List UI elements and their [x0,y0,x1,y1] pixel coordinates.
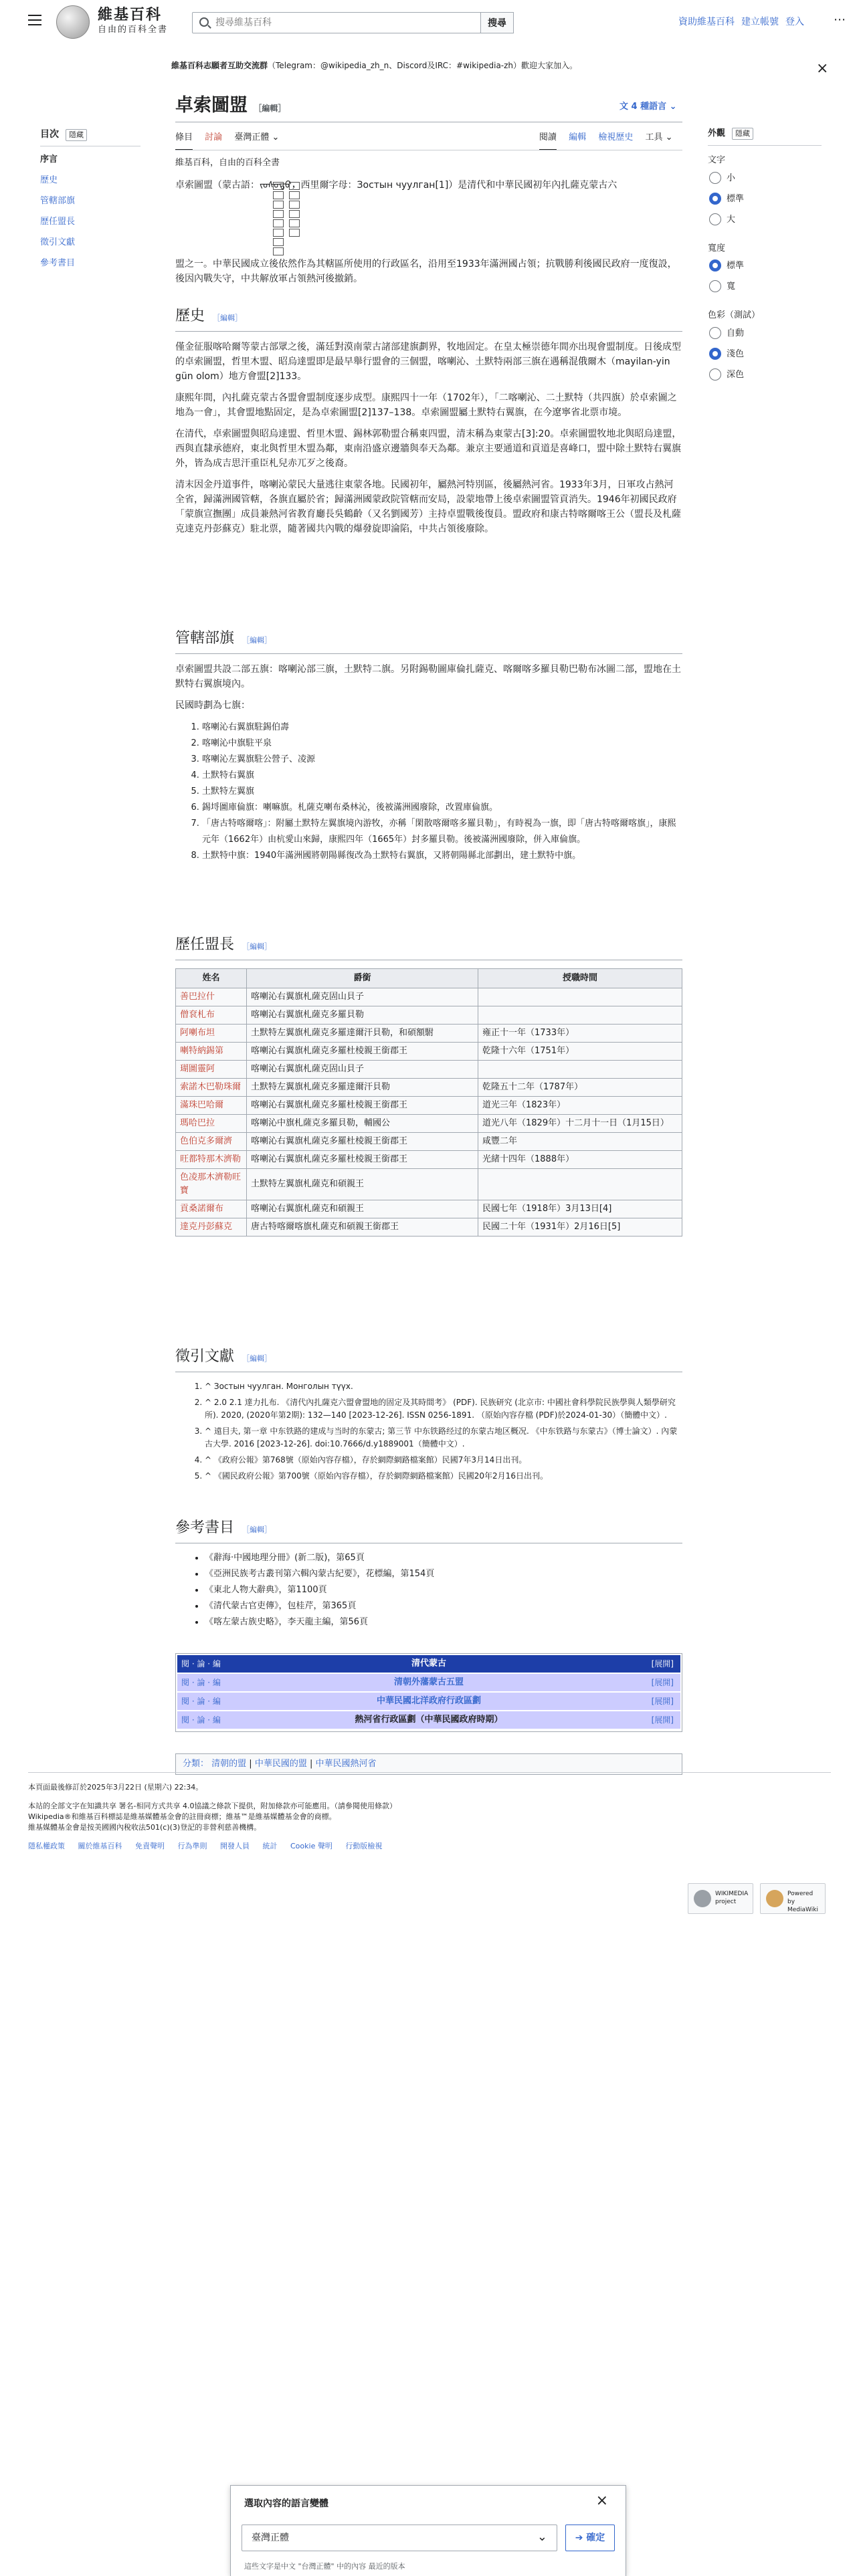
leader-name-cell[interactable]: 喇特納錫第 [176,1043,247,1061]
leader-title-cell: 喀喇沁中旗札薩克多羅貝勒，輔國公 [247,1115,478,1133]
search-box [192,12,481,33]
mediawiki-badge[interactable] [760,1883,826,1914]
leader-title-cell: 喀喇沁右翼旗札薩克多羅杜棱親王銜郡王 [247,1151,478,1169]
footer-modified: 本頁面最後修訂於2025年3月22日 (星期六) 22:34。 [28,1783,203,1792]
create-account-link[interactable]: 建立帳號 [741,17,779,27]
leader-date-cell: 乾隆五十二年（1787年） [478,1079,682,1097]
leader-name-cell[interactable]: 貢桑諾爾布 [176,1200,247,1218]
site-header [0,0,859,43]
table-row [176,1043,682,1061]
table-row [176,1061,682,1079]
history-edit-link[interactable]: ［編輯］ [213,314,243,322]
table-row [176,1025,682,1043]
color-auto-radio[interactable]: 自動 [708,327,822,348]
leader-name-cell[interactable]: 索諾木巴勒珠爾 [176,1079,247,1097]
page-tabs-right [539,131,682,150]
reference-item: 1. ^ Зостын чуулган. Монголын түүх. [205,1380,682,1393]
title-edit-link[interactable]: ［編輯］ [254,104,286,113]
text-size-large-radio[interactable]: 大 [708,213,822,234]
leader-title-cell: 唐古特喀爾喀旗札薩克和碩親王銜郡王 [247,1218,478,1237]
reference-item: 4. ^ 《政府公報》第768號（原始內容存檔），存於網際網路檔案館）民國7年3月14日出刊。 [205,1454,682,1467]
tab-variant[interactable]: 臺灣正體 ⌄ [234,132,280,142]
leader-name-cell[interactable]: 瑪哈巴拉 [176,1115,247,1133]
refs-section [175,1347,682,1486]
toc-title: 目次 [40,129,59,140]
variant-select[interactable]: 臺灣正體 ⌄ [242,2525,557,2551]
page-title-text: 卓索圖盟 [175,95,248,116]
reference-list [175,1380,682,1483]
navbox-toggle[interactable]: [展開] [651,1697,674,1706]
leader-date-cell: 光緒十四年（1888年） [478,1151,682,1169]
list-item: • 《東北人物大辭典》，第1100頁 [205,1582,682,1598]
footer-divider [28,1772,831,1773]
login-link[interactable]: 登入 [785,17,804,27]
column-header-date: 授職時間 [478,969,682,988]
leader-title-cell: 喀喇沁右翼旗札薩克和碩親王 [247,1200,478,1218]
color-dark-radio[interactable]: 深色 [708,368,822,389]
reference-item: 2. ^ 2.0 2.1 達力扎布. 《清代內扎薩克六盟會盟地的固定及其時間考》 (PDF). 民族研究 (北京市: 中國社會科學院民族學與人類學研究所). 2020, (2020年第2期): 132—140 [2023-12-26]. ISSN 0256-1891. （原始內容存檔 (PDF)於2024-01-30）（簡體中文）. [205,1396,682,1422]
variant-selector-dialog [230,2485,626,2576]
list-item: 1. 喀喇沁右翼旗駐錫伯壽 [202,720,682,736]
bibliography-heading-text: 參考書目 [175,1519,235,1536]
column-header-name: 姓名 [176,969,247,988]
search-input[interactable] [215,15,416,30]
language-button[interactable]: 文 4 種語言 ⌄ [619,102,677,112]
logo-subtitle: 自由的百科全書 [98,25,169,35]
category-link[interactable]: 中華民國的盟 [254,1759,307,1769]
leader-date-cell: 民國二十年（1931年）2月16日[5] [478,1218,682,1237]
bibliography-section [175,1518,682,1630]
list-item: 3. 喀喇沁左翼旗駐公營子、凌源 [202,752,682,768]
banners-list [175,720,682,864]
leaders-section [175,935,682,1237]
leader-name-cell[interactable]: 瑚圖靈阿 [176,1061,247,1079]
history-paragraph-2: 康熙年間，內扎薩克蒙古各盟會盟制度逐步成型。康熙四十一年（1702年），「二喀喇沁、二土默特（共四旗）於卓索圖之地為一會」，其會盟地點固定，是為卓索圖盟[2]137–138。卓索圖盟屬土默特右翼旗，在今遼寧省北票市境。 [175,393,677,418]
width-standard-radio[interactable]: 標準 [708,259,822,280]
footer-license: 本站的全部文字在知識共享 署名-相同方式共享 4.0協議之條款下提供，附加條款亦可能應用。（請參閱使用條款） [28,1802,397,1810]
banners-paragraph-2: 民國時劃為七旗： [175,700,250,711]
table-row [176,1200,682,1218]
category-link[interactable]: 清朝的盟 [211,1759,247,1769]
footer-link[interactable]: 免責聲明 [135,1842,165,1850]
category-box: 分類： 清朝的盟 | 中華民國的盟 | 中華民國熱河省 [175,1753,682,1775]
dialog-title: 選取內容的語言變體 [244,2498,328,2509]
intro-paragraph-1: 卓索圖盟（蒙古語：ᠵᠣᠰᠣᠲᠤ，西里爾字母：Зостын чуулган[1]）是清代和中華民國初年內扎薩克蒙古六 [175,180,617,191]
navbox-area [175,1653,682,1732]
table-row [176,1079,682,1097]
list-item: 7. 「唐古特喀爾喀」：附屬土默特左翼旗境內游牧，亦稱「閑散喀爾喀多羅貝勒」，有時視為一旗，即「唐古特喀爾喀旗」，康熙元年（1662年）由杭愛山來歸，康熙四年（1665年）封多羅貝勒。後被滿洲國廢除，併入庫倫旗。 [202,816,682,848]
banners-paragraph-1: 卓索圖盟共設二部五旗：喀喇沁部三旗，土默特二旗。另附錫勒圖庫倫扎薩克、喀爾喀多羅貝勒巴勒布冰圖二部，盟地在土默特右翼旗境內。 [175,664,681,689]
site-notice-text: （Telegram：@wikipedia_zh_n、Discord及IRC：#wikipedia-zh）歡迎大家加入。 [268,61,578,70]
list-item: • 《清代蒙古官吏傳》，包桂芹，第365頁 [205,1598,682,1614]
toc-item-history[interactable]: 歷史 [40,175,58,186]
footer-trademark: Wikipedia®和維基百科標誌是維基媒體基金會的註冊商標；維基™是維基媒體基金會的商標。 [28,1812,337,1821]
donate-link[interactable]: 資助維基百科 [678,17,735,27]
bibliography-edit-link[interactable]: ［編輯］ [242,1525,272,1534]
leaders-heading [175,935,682,960]
refs-heading [175,1347,682,1372]
toc-item-banners[interactable]: 管轄部旗 [40,196,76,207]
appearance-panel [708,127,822,389]
intro-section-2 [175,257,682,293]
leader-title-cell: 喀喇沁右翼旗札薩克固山貝子 [247,1061,478,1079]
page-tabs-left [175,131,288,150]
leader-title-cell: 土默特左翼旗札薩克多羅達爾汗貝勒 [247,1079,478,1097]
color-label: 色彩（測試） [708,310,761,321]
leader-name-cell[interactable]: 滿珠巴哈爾 [176,1097,247,1115]
confirm-label: 確定 [586,2533,605,2543]
search-icon [199,17,209,27]
leader-name-cell[interactable]: 達克丹彭蘇克 [176,1218,247,1237]
history-section [175,306,682,543]
footer-link[interactable]: 開發人員 [220,1842,250,1850]
table-row [176,988,682,1006]
intro-paragraph-2: 盟之一。中華民國成立後依然作為其轄區所使用的行政區名，沿用至1933年滿洲國占領；抗戰勝利後國民政府一度復設，後因內戰失守，中共解放軍占領熱河後撤銷。 [175,259,677,284]
navbox-row[interactable] [177,1711,680,1729]
text-size-group [708,154,822,234]
navbox-title: 中華民國北洋政府行政區劃 [376,1696,481,1706]
column-header-title: 爵銜 [247,969,478,988]
color-group [708,309,822,389]
list-item: 6. 錫埒圖庫倫旗：喇嘛旗。札薩克喇布桑林沁，後被滿洲國廢除，改置庫倫旗。 [202,800,682,816]
footer-link[interactable]: 行動版檢視 [345,1842,383,1850]
banners-edit-link[interactable]: ［編輯］ [242,636,272,645]
site-notice [171,60,693,71]
leader-name-cell[interactable]: 善巴拉什 [176,988,247,1006]
tools-label: 工具 [645,132,663,142]
banners-heading [175,629,682,654]
table-row [176,1133,682,1151]
navbox [175,1653,682,1732]
leader-title-cell: 喀喇沁右翼旗札薩克多羅杜棱親王銜郡王 [247,1043,478,1061]
category-link[interactable]: 中華民國熱河省 [315,1759,377,1769]
tab-read[interactable]: 閱讀 [539,131,557,150]
footer-link[interactable]: 關於維基百科 [78,1842,122,1850]
toc-item-bibliography[interactable]: 參考書目 [40,258,76,269]
footer-link[interactable]: 隱私權政策 [28,1842,65,1850]
close-dialog-icon[interactable]: × [595,2492,608,2509]
leader-title-cell: 喀喇沁右翼旗札薩克多羅杜棱親王銜郡王 [247,1097,478,1115]
toc-header [40,127,140,146]
banners-section [175,629,682,864]
leader-date-cell [478,988,682,1006]
leader-date-cell: 乾隆十六年（1751年） [478,1043,682,1061]
leader-name-cell[interactable]: 僧袞札布 [176,1006,247,1025]
text-size-label: 文字 [708,154,726,165]
intro-section [175,178,682,199]
variant-label: 臺灣正體 [234,132,270,142]
confirm-button[interactable]: ➔ 確定 [565,2525,615,2551]
toc-item-leaders[interactable]: 歷任盟長 [40,217,76,227]
table-row [176,1115,682,1133]
bibliography-list [175,1550,682,1630]
wikimedia-logo-icon [694,1890,711,1907]
table-row [176,1006,682,1025]
category-label[interactable]: 分類： [183,1759,209,1769]
tab-history[interactable]: 檢視歷史 [598,132,634,142]
history-heading [175,306,682,332]
leader-date-cell [478,1006,682,1025]
dialog-note: 這些文字是中文 "台灣正體" 中的內容 最近的版本 [244,2562,405,2571]
leaders-heading-text: 歷任盟長 [175,936,235,953]
leader-date-cell: 道光三年（1823年） [478,1097,682,1115]
leader-name-cell[interactable]: 色凌那木濟勒旺寶 [176,1169,247,1200]
navbox-title: 清朝外藩蒙古五盟 [393,1677,464,1687]
leader-date-cell [478,1169,682,1200]
refs-heading-text: 徵引文獻 [175,1348,235,1365]
leader-name-cell[interactable]: 旺都特那木濟勒 [176,1151,247,1169]
footer-link[interactable]: 統計 [262,1842,278,1850]
toc-item-intro[interactable]: 序言 [40,154,58,165]
navbox-row[interactable] [177,1655,680,1673]
history-paragraph-3: 在清代，卓索圖盟與昭烏達盟、哲里木盟、錫林郭勒盟合稱東四盟，清末稱為東蒙古[3]:20。卓索圖盟牧地北與昭烏達盟，西與直隸承德府，東北與哲里木盟為鄰，東南沿盛京邊牆與奉天為鄰。兼京主要通道和貢道是喜峰口，盟中除土默特右翼旗外，皆為成吉思汗重臣札兒赤兀歹之後裔。 [175,429,682,469]
navbox-title: 熱河省行政區劃（中華民國政府時期） [355,1715,503,1725]
toc-item-refs[interactable]: 徵引文獻 [40,237,76,248]
list-item: 5. 土默特左翼旗 [202,784,682,800]
navbox-row[interactable] [177,1693,680,1710]
wikipedia-logo-text[interactable] [98,5,168,36]
logo-title: 維基百科 [98,6,163,23]
footer-links [28,1841,831,1852]
leaders-table [175,968,682,1237]
toc-hide-button[interactable]: 隱藏 [66,129,87,141]
refs-edit-link[interactable]: ［編輯］ [242,1354,272,1363]
table-row [176,1151,682,1169]
leader-date-cell: 民國七年（1918年）3月13日[4] [478,1200,682,1218]
wikimedia-badge[interactable] [688,1883,753,1914]
list-item: • 《亞洲民族考古叢刊第六輯內蒙古紀要》，花標編，第154頁 [205,1566,682,1582]
appearance-title: 外觀 [708,128,726,138]
table-row [176,1218,682,1237]
navbox-toggle[interactable]: [展開] [651,1659,674,1669]
tab-talk[interactable]: 討論 [205,132,223,142]
tab-article[interactable]: 條目 [175,131,193,150]
navbox-title: 清代蒙古 [411,1658,446,1669]
main-menu-icon[interactable] [28,15,41,25]
leader-date-cell: 道光八年（1829年）十二月十一日（1月15日） [478,1115,682,1133]
history-heading-text: 歷史 [175,308,205,324]
leader-date-cell: 雍正十一年（1733年） [478,1025,682,1043]
leaders-edit-link[interactable]: ［編輯］ [242,942,272,951]
list-item: 8. 土默特中旗：1940年滿洲國將朝陽縣復改為土默特右翼旗，又將朝陽縣北部劃出，建土默特中旗。 [202,848,682,864]
table-of-contents [40,127,140,278]
mediawiki-logo-icon [766,1890,783,1907]
footer-link[interactable]: 行為準則 [177,1842,207,1850]
width-label: 寬度 [708,243,726,253]
width-wide-radio[interactable]: 寬 [708,280,822,301]
wikimedia-badge-text: WIKIMEDIA project [715,1891,749,1905]
mediawiki-badge-text: Powered by MediaWiki [787,1891,818,1913]
text-size-standard-radio[interactable]: 標準 [708,193,822,213]
table-row [176,1097,682,1115]
table-row [176,1169,682,1200]
width-group [708,242,822,302]
close-notice-icon[interactable]: × [816,60,829,77]
list-item: • 《辭海·中國地理分冊》(新二版)，第65頁 [205,1550,682,1566]
leader-title-cell: 喀喇沁右翼旗札薩克固山貝子 [247,988,478,1006]
footer-link[interactable]: Cookie 聲明 [290,1842,332,1850]
reference-item: 3. ^ 遠目夫, 第一章 中东铁路的建成与当时的东蒙古; 第三节 中东铁路经过的东蒙古地区概况. 《中东铁路与东蒙古》（博士論文）. 內蒙古大學. 2016 [2023-12-26]. doi:10.7666/d.y1889001（簡體中文）. [205,1425,682,1451]
leader-title-cell: 土默特左翼旗札薩克多羅達爾汗貝勒，和碩額駙 [247,1025,478,1043]
navbox-toggle[interactable]: [展開] [651,1678,674,1687]
more-options-icon[interactable]: ⋯ [834,13,846,27]
wikipedia-logo-globe[interactable] [56,5,90,39]
leader-name-cell[interactable]: 阿喇布坦 [176,1025,247,1043]
language-count: 4 種語言 [631,102,667,112]
appearance-header [708,127,822,146]
history-paragraph-1: 僅金征服喀哈爾等蒙古部眾之後，滿廷對漠南蒙古諸部建旗劃界，牧地固定。在皇太極崇德年間亦出現會盟制度。日後成型的卓索圖盟，哲里木盟、昭烏達盟即是最早舉行盟會的三個盟，喀喇沁、土默特兩部三旗在遇稱混俄爾木（mayilan-yin gün olom）地方會盟[2]133。 [175,342,681,382]
color-light-radio[interactable]: 淺色 [708,348,822,368]
list-item: 4. 土默特右翼旗 [202,768,682,784]
footer-foundation: 維基媒體基金會是按美國國內稅收法501(c)(3)登記的非營利慈善機構。 [28,1823,262,1832]
reference-item: 5. ^ 《國民政府公報》第700號（原始內容存檔），存於網際網路檔案館）民國20年2月16日出刊。 [205,1470,682,1483]
navbox-vte-links[interactable]: 閱 · 論 · 編 [181,1715,221,1725]
tab-edit[interactable]: 編輯 [569,132,587,142]
history-paragraph-4: 清末因金丹道事件，喀喇沁蒙民大量逃往東蒙各地。民國初年，屬熱河特別區，後屬熱河省。1933年3月，日軍攻占熱河全省，歸滿洲國管轄，各旗直屬於省；歸滿洲國蒙政院管轄而安局，設蒙地帶上後卓索圖盟管貢消失。1946年初國民政府「蒙旗宣撫團」成員兼熱河省教育廳長吳鶴齡（又名劉國芳）主持卓盟戰後復員。盟政府和康古特喀爾喀王公（盟長及札薩克達克丹彭蘇克）駐北票，隨著國共內戰的爆發旋即淪陷，中共占領後廢除。 [175,479,681,534]
appearance-hide-button[interactable]: 隱藏 [732,128,753,140]
banners-heading-text: 管轄部旗 [175,630,235,647]
text-size-small-radio[interactable]: 小 [708,172,822,193]
leader-title-cell: 土默特左翼旗札薩克和碩親王 [247,1169,478,1200]
leader-date-cell: 咸豐二年 [478,1133,682,1151]
search-button[interactable]: 搜尋 [480,12,514,33]
leader-title-cell: 喀喇沁右翼旗札薩克多羅貝勒 [247,1006,478,1025]
navbox-vte-links[interactable]: 閱 · 論 · 編 [181,1697,221,1706]
leader-name-cell[interactable]: 色伯克多爾濟 [176,1133,247,1151]
bibliography-heading [175,1518,682,1543]
page-footer [28,1772,831,1852]
navbox-vte-links[interactable]: 閱 · 論 · 編 [181,1659,221,1669]
navbox-toggle[interactable]: [展開] [651,1715,674,1725]
page-title [175,94,286,120]
tab-tools[interactable]: 工具 ⌄ [645,132,673,142]
from-wikipedia: 維基百科，自由的百科全書 [175,158,280,168]
site-notice-title[interactable]: 維基百科志願者互助交流群 [171,61,268,70]
navbox-vte-links[interactable]: 閱 · 論 · 編 [181,1678,221,1687]
list-item: 2. 喀喇沁中旗駐平泉 [202,736,682,752]
navbox-row[interactable] [177,1674,680,1691]
leader-date-cell [478,1061,682,1079]
leader-title-cell: 喀喇沁右翼旗札薩克多羅杜棱親王銜郡王 [247,1133,478,1151]
list-item: • 《喀左蒙古族史略》，李天龍主編，第56頁 [205,1614,682,1630]
